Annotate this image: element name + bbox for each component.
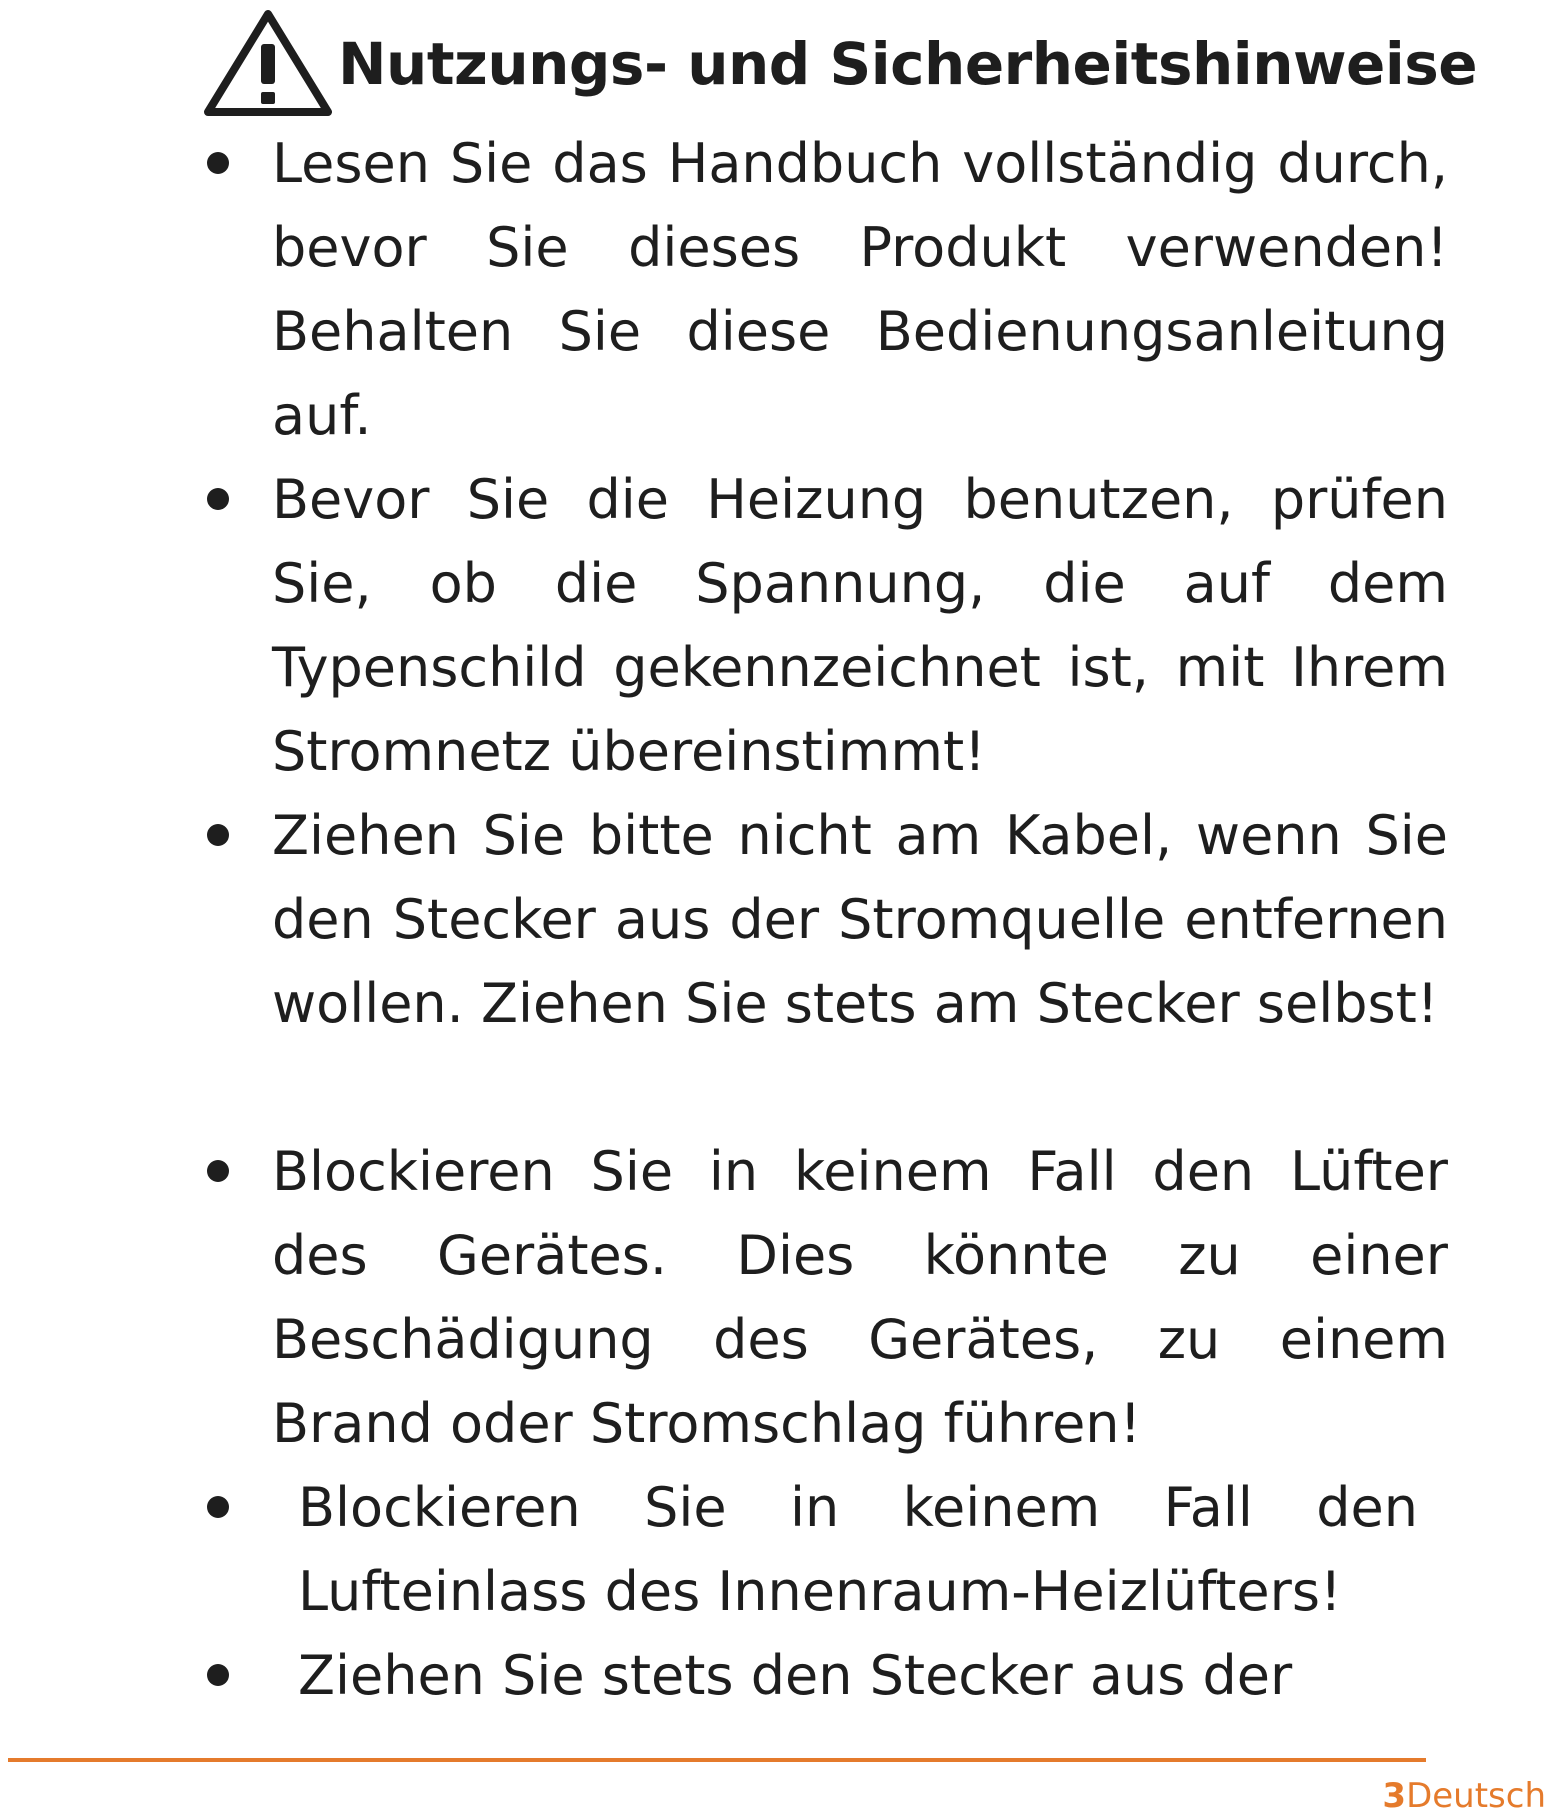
list-item: Lesen Sie das Handbuch vollständig durch, bevor Sie dieses Produkt verwenden! Behalten Sie diese Bedienungsanleitung auf. [272,132,1448,447]
warning-triangle-icon [202,8,334,120]
bullet-icon [207,488,229,510]
page-footer [1382,1776,1546,1816]
bullet-icon [207,152,229,174]
bullet-icon [207,824,229,846]
list-item: Bevor Sie die Heizung benutzen, prüfen Sie, ob die Spannung, die auf dem Typenschild gekennzeichnet ist, mit Ihrem Stromnetz übereinstimmt! [272,468,1448,783]
list-item: Ziehen Sie stets den Stecker aus der [298,1644,1293,1707]
list-item: Blockieren Sie in keinem Fall den Lüfter des Gerätes. Dies könnte zu einer Beschädigung des Gerätes, zu einem Brand oder Stromschlag führen! [272,1140,1448,1455]
section-header [202,8,1477,120]
footer-language: Deutsch [1406,1776,1546,1816]
bullet-icon [207,1160,229,1182]
section-title: Nutzungs- und Sicherheitshinweise [338,30,1478,98]
page-number: 3 [1382,1776,1407,1816]
list-item: Blockieren Sie in keinem Fall den Lufteinlass des Innenraum-Heizlüfters! [298,1476,1418,1623]
footer-divider [8,1758,1426,1762]
bullet-icon [207,1496,229,1518]
bullet-icon [207,1664,229,1686]
list-item: Ziehen Sie bitte nicht am Kabel, wenn Sie den Stecker aus der Stromquelle entfernen wollen. Ziehen Sie stets am Stecker selbst! [272,804,1448,1035]
